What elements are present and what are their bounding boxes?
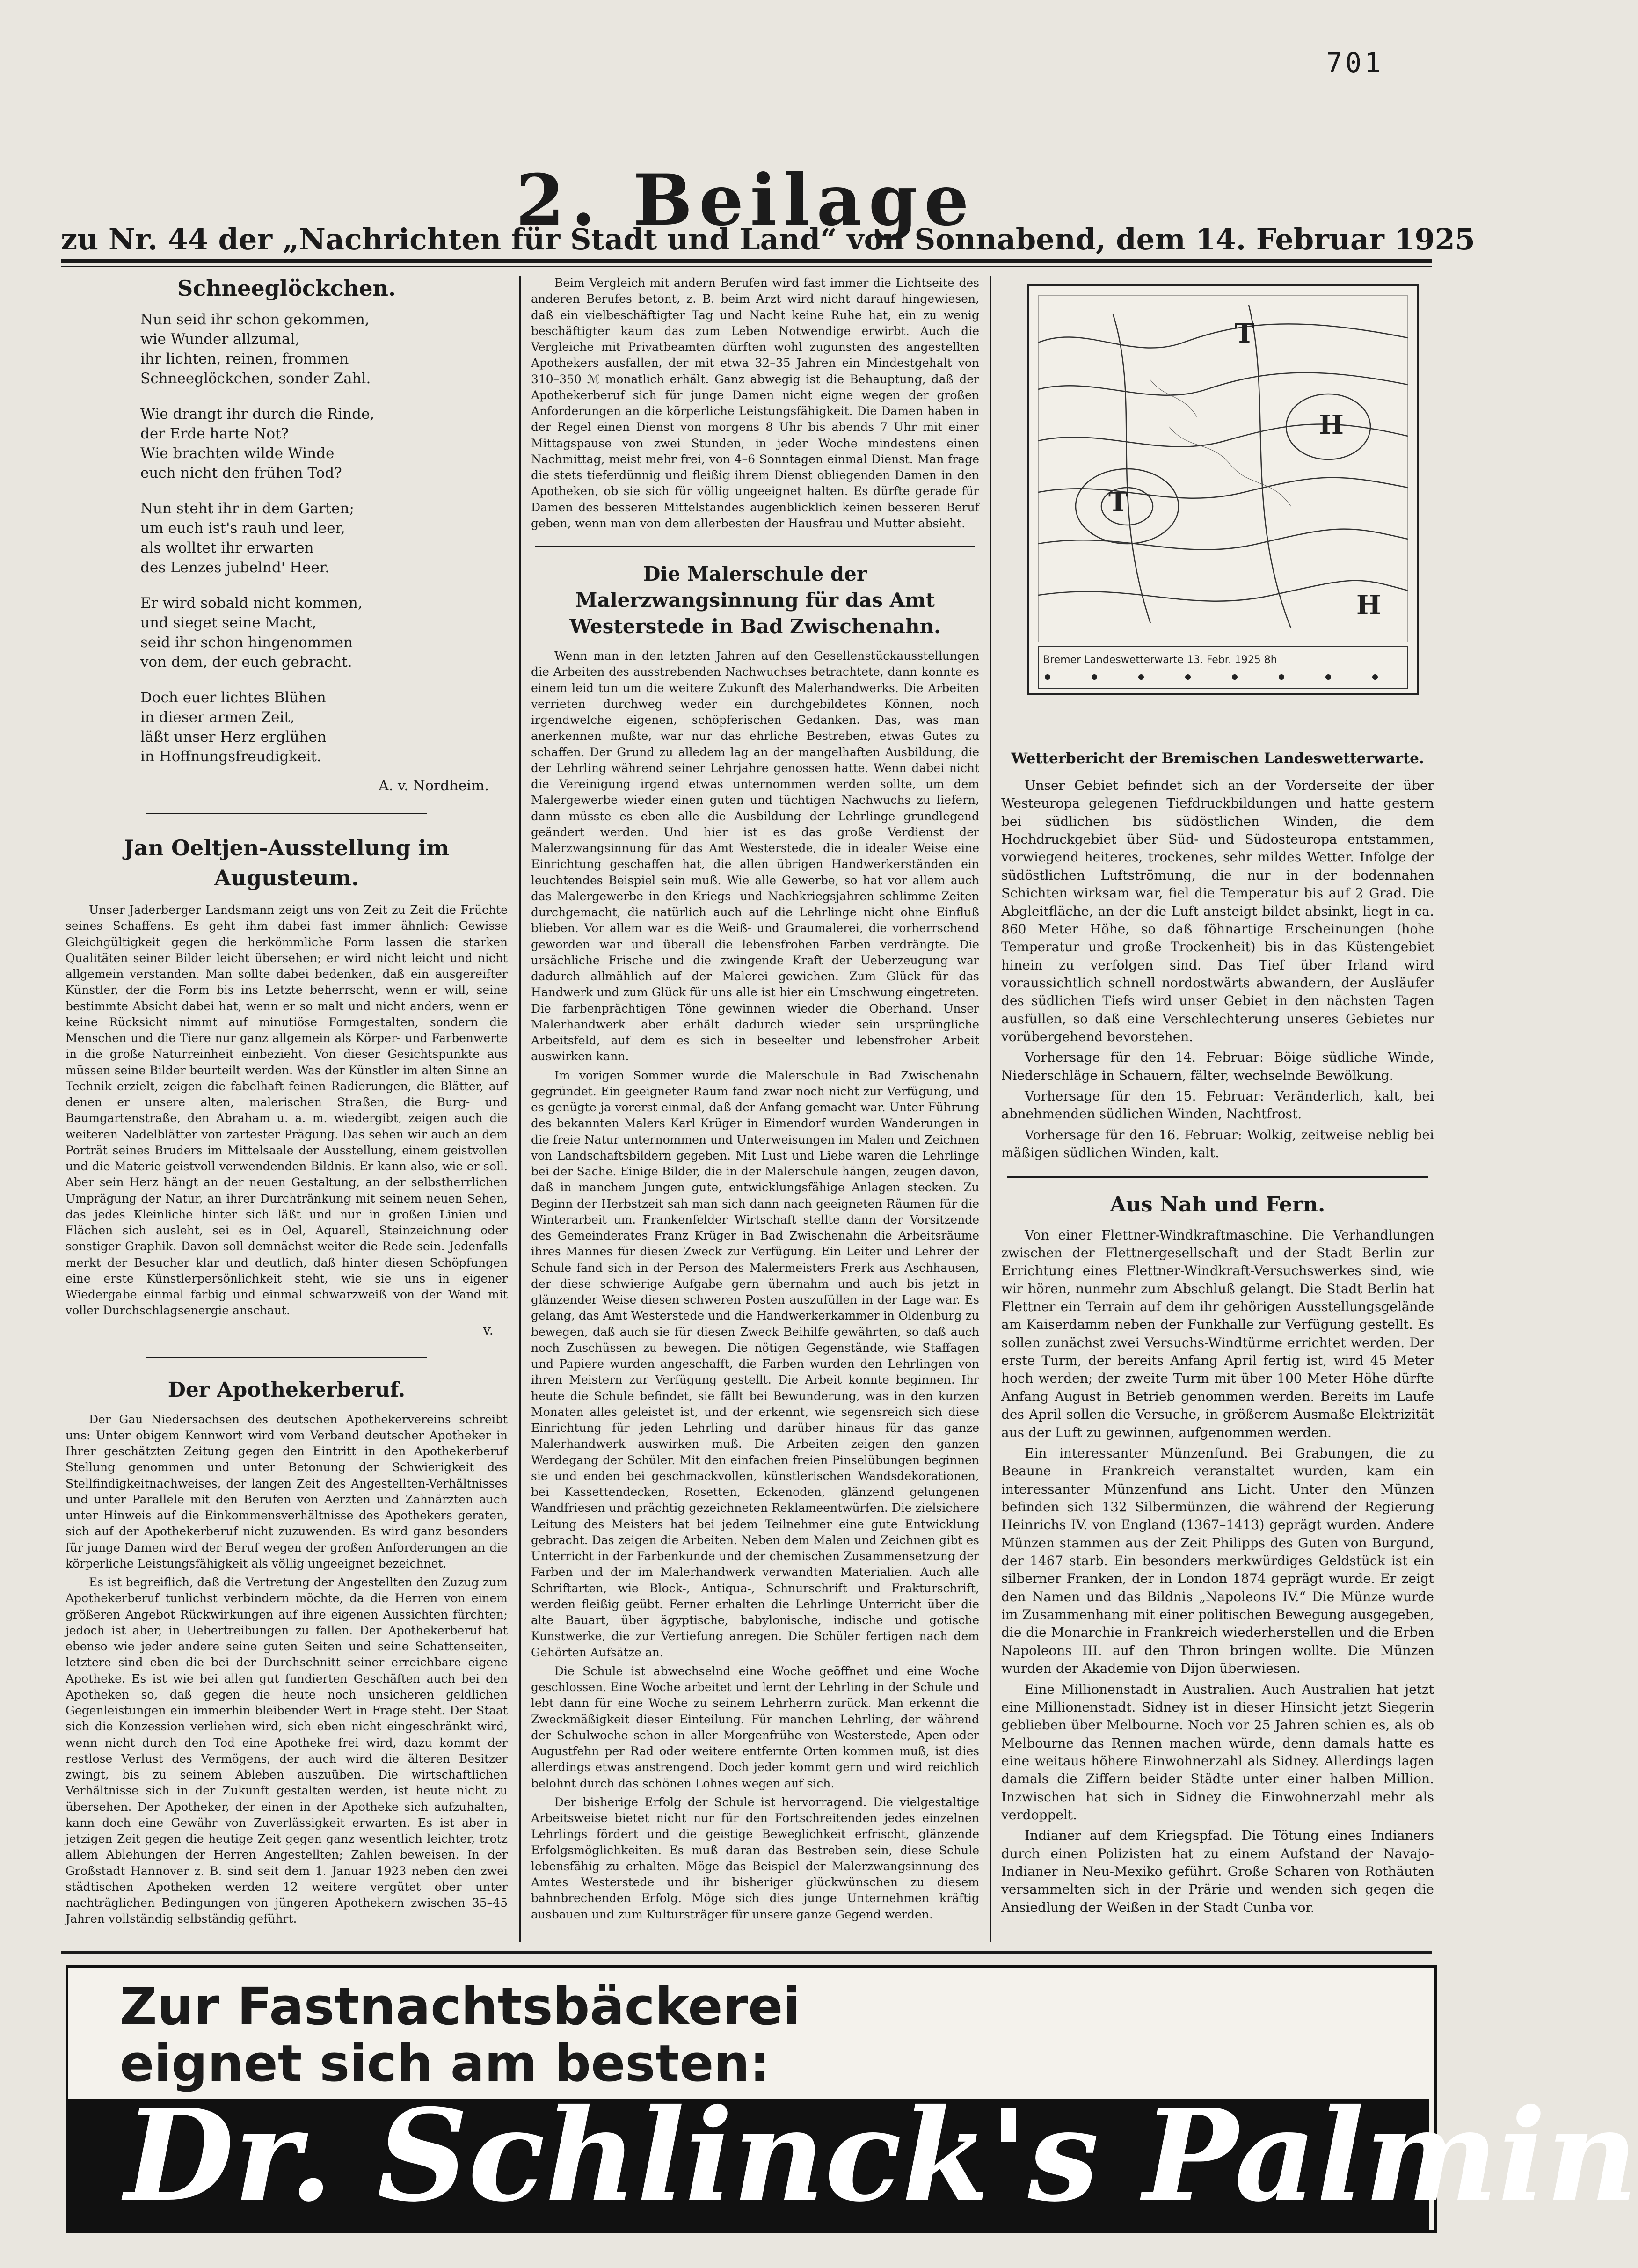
isobar	[1038, 424, 1408, 447]
article-body-malerschule	[531, 648, 979, 1923]
paragraph: Unser Gebiet befindet sich an der Vorderseite der über Westeuropa gelegenen Tiefdruckbildungen und hatte gestern bei südlichen bis südöstlichen Winden, die dem Hochdruckgebiet über Süd- und Südosteuropa entstammen, vorwiegend heiteres, trockenes, sehr mildes Wetter. Infolge der südöstlichen Luftströmung, die nur in der bodennahen Schichten wirksam war, fiel die Temperatur bis auf 2 Grad. Die Abgleitfläche, an der die Luft ansteigt bildet absinkt, liegt in ca. 860 Meter Höhe, so daß föhnartige Erscheinungen (hohe Temperatur und große Trockenheit) bis in das Küstengebiet hinein zu verfolgen sind. Das Tief über Irland wird voraussichtlich schnell nordostwärts abwandern, der Ausläufer des südlichen Tiefs wird unser Gebiet in den nächsten Tagen ausfüllen, so daß eine Verschlechterung unseres Gebietes nur vorübergehend bevorstehen.	[1001, 778, 1434, 1045]
article-title-apotheker: Der Apothekerberuf.	[167, 1378, 406, 1402]
map-legend-box	[1038, 647, 1408, 689]
poem-line: Wie brachten wilde Winde	[140, 445, 335, 462]
poem-line: seid ihr schon hingenommen	[140, 634, 353, 651]
map-high-marker: H	[1319, 409, 1344, 440]
poem-line: um euch ist's rauh und leer,	[140, 520, 345, 537]
poem-line: von dem, der euch gebracht.	[140, 654, 352, 671]
coastline	[1169, 427, 1291, 506]
isobar	[1038, 581, 1408, 601]
paragraph: Wenn man in den letzten Jahren auf den Gesellenstückausstellungen die Arbeiten des ausstrebenden Nachwuchses betrachtete, dann konnte es einem leid tun um die weitere Zukunft des Malerhandwerks. Die Arbeiten verrieten durchweg weder ein durchgebildetes Können, noch irgendwelche eigenen, schöpferischen Gedanken. Das, was man anerkennen mußte, war nur das ehrliche Bestreben, etwas Gutes zu schaffen. Der Grund zu alledem lag an der mangelhaften Ausbildung, die der Lehrling während seiner Lehrjahre genossen hatte. Wenn dabei nicht die Vereinigung irgend etwas unternommen werden sollte, um dem Malergewerbe wieder einen guten und tüchtigen Nachwuchs zu liefern, dann müsste es eben alle die Ausbildung der Lehrlinge grundlegend geändert werden. Und hier ist es das große Verdienst der Malerzwangsinnung für das Amt Westerstede, die in idealer Weise eine Einrichtung geschaffen hat, die allen übrigen Handwerkerständen ein leuchtendes Beispiel sein muß. Wie alle Gewerbe, so hat vor allem auch das Malergewerbe in den Kriegs- und Nachkriegsjahren schlimme Zeiten durchgemacht, die natürlich auch auf die Lehrlinge nicht ohne Einfluß blieben. Vor allem war es die Weiß- und Graumalerei, die vorherrschend geworden war und überall die lebensfrohen Farben verdrängte. Die ursächliche Frische und die zwingende Kraft der Ueberzeugung war dadurch allmählich auf der Malerei gewichen. Zum Glück für das Handwerk und zum Glück für uns alle ist hier ein Umschwung eingetreten. Die farbenprächtigen Töne gewinnen wieder die Oberhand. Unser Malerhandwerk aber erhält dadurch wieder sein ursprüngliche Arbeitsfeld, auf dem es sich in beseelter und lebensfroher Arbeit auswirken kann.	[531, 649, 979, 1064]
map-legend-title: Bremer Landeswetterwarte 13. Febr. 1925 8h	[1043, 654, 1277, 666]
poem-line: läßt unser Herz erglühen	[140, 729, 327, 745]
legend-symbol	[1138, 674, 1144, 680]
paragraph: Vorhersage für den 15. Februar: Veränderlich, kalt, bei abnehmenden südlichen Winden, Nachtfrost.	[1001, 1088, 1434, 1122]
paragraph: Vorhersage für den 14. Februar: Böige südliche Winde, Niederschläge in Schauern, fälter, wechselnde Bewölkung.	[1001, 1050, 1434, 1083]
paragraph: Die Schule ist abwechselnd eine Woche geöffnet und eine Woche geschlossen. Eine Woche arbeitet und lernt der Lehrling in der Schule und lebt dann für eine Woche zu seinem Lehrherrn zurück. Man erkennt die Zweckmäßigkeit dieser Einteilung. Für manchen Lehrling, der während der Schulwoche schon in aller Morgenfrühe von Westerstede, Apen oder Augustfehn per Rad oder weitere entfernte Orten kommen muß, ist dies allerdings etwas anstrengend. Doch jeder kommt gern und wird reichlich belohnt durch das schönen Lohnes wegen auf sich.	[531, 1664, 979, 1790]
coastline	[1150, 380, 1197, 417]
poem-line: ihr lichten, reinen, frommen	[140, 350, 349, 367]
column-1	[66, 275, 508, 1946]
legend-symbol	[1325, 674, 1331, 680]
article-title-malerschule: Die Malerschule der Malerzwangsinnung für das Amt Westerstede in Bad Zwischenahn.	[569, 562, 941, 638]
map-high-marker: H	[1356, 590, 1381, 620]
paragraph: Der bisherige Erfolg der Schule ist hervorragend. Die vielgestaltige Arbeitsweise bietet nicht nur für den Fortschreitenden jedes einzelnen Lehrlings fördert und die geistige Beweglichkeit erfrischt, glänzende Erfolgsmöglichkeiten. Es muß daran das Bestreben sein, diese Schule lebensfähig zu erhalten. Möge das Beispiel der Malerzwangsinnung des Amtes Westerstede und ihr bisheriger glückwünschen zu diesem bahnbrechenden Erfolg. Möge sich dies junge Unternehmen kräftig ausbauen und zum Kultursträger für unsere ganze Gegend werden.	[531, 1795, 979, 1921]
column-3	[1001, 749, 1434, 1947]
column-2	[531, 275, 979, 1946]
poem-author: A. v. Nordheim.	[379, 778, 489, 794]
poem-line: Nun steht ihr in dem Garten;	[140, 500, 354, 517]
header-rule-thick	[61, 259, 1432, 263]
poem-line: des Lenzes jubelnd' Heer.	[140, 559, 330, 576]
supplement-title: 2. Beilage	[516, 159, 976, 241]
isobar	[1038, 478, 1408, 498]
paragraph: Eine Millionenstadt in Australien. Auch Australien hat jetzt eine Millionenstadt. Sidney ist in dieser Hinsicht jetzt Siegerin geblieben über Melbourne. Noch vor 25 Jahren schien es, als ob Melbourne das Rennen machen würde, denn damals hatte es eine weitaus höhere Einwohnerzahl als Sidney. Allerdings lagen damals die Ziffern beider Städte unter einer halben Million. Inzwischen hat sich in Sidney die Einwohnerzahl mehr als verdoppelt.	[1001, 1681, 1434, 1823]
paragraph: Der Gau Niedersachsen des deutschen Apothekervereins schreibt uns: Unter obigem Kennwort wird vom Verband deutscher Apotheker in Ihrer geschätzten Zeitung gegen den Eintritt in den Apothekerberuf Stellung genommen und unter Betonung der Schwierigkeit des Stellfindigkeitnachweises, der langen Zeit des Angestellten-Verhältnisses und unter Parallele mit den Berufen von Aerzten und Zahnärzten auch unter Hinweis auf die Einkommensverhältnisse des Apothekers geraten, sich auf der Apothekerberuf nicht zuzuwenden. Es wird ganz besonders für junge Damen wird der Beruf wegen der großen Anforderungen an die körperliche Leistungsfähigkeit als völlig ungeeignet bezeichnet.	[66, 1412, 508, 1570]
article-signature: v.	[483, 1321, 494, 1338]
poem-line: Schneeglöckchen, sonder Zahl.	[140, 370, 371, 387]
poem-stanza	[140, 310, 508, 388]
ad-subheadline: eignet sich am besten:	[120, 2035, 770, 2093]
poem-line: wie Wunder allzumal,	[140, 331, 300, 348]
isobar	[1249, 305, 1291, 628]
paragraph: Beim Vergleich mit andern Berufen wird fast immer die Lichtseite des anderen Berufes betont, z. B. beim Arzt wird nicht darauf hingewiesen, daß ein vielbeschäftigter Tag und Nacht keine Ruhe hat, ein zu wenig beschäftigter kaum das zum Leben Notwendige erwirbt. Auch die Vergleiche mit Privatbeamten dürften wohl zugunsten des angestellten Apothekers ausfallen, der mit etwa 32–35 Jahren ein Mindestgehalt von 310–350 ℳ monatlich erhält. Ganz abwegig ist die Behauptung, daß der Apothekerberuf sich für junge Damen nicht eigne wegen der großen Anforderungen an die körperliche Leistungsfähigkeit. Die Damen haben in der Regel einen Dienst von morgens 8 Uhr bis abends 7 Uhr mit einer Mittagspause von zwei Stunden, in jeder Woche mindestens einen Nachmittag, meist mehr frei, von 4–6 Sonntagen einmal Dienst. Man frage die stets tieferdünnig und fleißig ihrem Dienst obliegenden Damen in den Apotheken, ob sie sich für völlig ungeeignet halten. Es dürfte gerade für Damen des besseren Mittelstandes augenblicklich keinen besseren Beruf geben, wenn man von dem allerbesten der Hausfrau und Mutter absieht.	[531, 276, 979, 530]
poem-line: Wie drangt ihr durch die Rinde,	[140, 406, 375, 423]
section-rule	[146, 813, 427, 814]
paragraph: Unser Jaderberger Landsmann zeigt uns von Zeit zu Zeit die Früchte seines Schaffens. Es geht ihm dabei fast immer ähnlich: Gewisse Gleichgültigkeit gegen die herkömmliche Form lassen die starken Qualitäten seiner Bilder leicht übersehen; er wird nicht leicht und nicht allgemein verstanden. Man sollte dabei bedenken, daß ein ausgereifter Künstler, der die Form bis ins Letzte beherrscht, wenn er will, seine bestimmte Absicht dabei hat, wenn er so malt und nicht anders, wenn er keine Rücksicht nimmt auf minutiöse Formgestalten, sondern die Menschen und die Tiere nur ganz allgemein als Körper- und Farbenwerte in die große Naturreinheit einbezieht. Von dieser Gesichtspunkte aus müssen seine Bilder beurteilt werden. Was der Künstler im alten Sinne an Technik erzielt, zeigen die fabelhaft feinen Radierungen, die Blätter, auf denen er unsere alten, malerischen Straßen, die Burg- und Baumgartenstraße, den Abraham u. a. m. wiedergibt, zeigen auch die weiteren Nadelblätter von zartester Prägung. Das sehen wir auch an dem Porträt seines Bruders im Mittelsaale der Ausstellung, einem geistvollen und die Materie geistvoll verwendenden Bildnis. Er kann also, wie er soll. Aber sein Herz hängt an der neuen Gestaltung, an der selbstherrlichen Umprägung der Natur, an ihrer Durchtränkung mit seinem neuen Sehen, das jedes Kleinliche hinter sich läßt und nur in großen Linien und Flächen sich ausleht, sei es in Oel, Aquarell, Steinzeichnung oder sonstiger Graphik. Davon soll demnächst weiter die Rede sein. Jedenfalls merkt der Besucher klar und deutlich, daß hinter diesen Schöpfungen eine erste Künstlerpersönlichkeit steht, wie sie uns in eigener Wiedergabe einmal farbig und einmal schwarzweiß von der Wand mit voller Durchschlagsenergie anschaut.	[66, 903, 508, 1318]
poem-line: als wolltet ihr erwarten	[140, 540, 314, 556]
paragraph: Im vorigen Sommer wurde die Malerschule in Bad Zwischenahn gegründet. Ein geeigneter Raum fand zwar noch nicht zur Verfügung, und es genügte ja vorerst einmal, daß der Anfang gemacht war. Unter Führung des bekannten Malers Karl Krüger in Eimendorf wurden Wanderungen in die freie Natur unternommen und Unterweisungen im Malen und Zeichnen von Landschaftsbildern gegeben. Mit Lust und Liebe waren die Lehrlinge bei der Sache. Einige Bilder, die in der Malerschule hängen, zeugen davon, daß in manchem Jungen gute, entwicklungsfähige Anlagen stecken. Zu Beginn der Herbstzeit sah man sich dann nach geeigneten Räumen für die Winterarbeit um. Frankenfelder Wirtschaft stellte dann der Vorsitzende des Gemeinderates Franz Krüger in Bad Zwischenahn die Arbeitsräume ihres Mannes für diesen Zweck zur Verfügung. Ein Leiter und Lehrer der Schule fand sich in der Person des Malermeisters Frerk aus Aschhausen, der diese schwierige Aufgabe gern übernahm und auch bis jetzt in glänzender Weise diesen schweren Posten auszufüllen in der Lage war. Es gelang, das Amt Westerstede und die Handwerkerkammer in Oldenburg zu bewegen, daß auch sie für diesen Zweck Beihilfe gewährten, so daß auch noch Zuschüssen zu bewegen. Die nötigen Gegenstände, wie Staffagen und Papiere wurden angeschafft, die Farben wurden den Lehrlingen von ihren Meistern zur Verfügung gestellt. Die Arbeit konnte beginnen. Ihr heute die Schule befindet, sie fällt bei Bewunderung, was in den kurzen Monaten alles geleistet ist, und der erkennt, wie segensreich sich diese Einrichtung für jeden Lehrling und darüber hinaus für das ganze Malerhandwerk auswirken muß. Die Arbeiten zeigen den ganzen Werdegang der Schüler. Mit den einfachen freien Pinselübungen beginnen sie und enden bei geschmackvollen, künstlerischen Wandsdekorationen, bei Kassettendecken, Rosetten, Eckenoden, glänzend gelungenen Wandfriesen und prächtig gezeichneten Reklameentwürfen. Die zielsichere Leitung des Meisters hat bei jedem Teilnehmer eine gute Entwicklung gebracht. Das zeigen die Arbeiten. Neben dem Malen und Zeichnen gibt es Unterricht in der Farbenkunde und der chemischen Zusammensetzung der Farben und der im Malerhandwerk verwandten Materialien. Auch alle Schriftarten, wie Block-, Antiqua-, Schnurschrift und Frakturschrift, werden fleißig geübt. Ferner erhalten die Lehrlinge Unterricht über die alte Bauart, über ägyptische, babylonische, indische und gotische Kunstwerke, die zur Vertiefung anregen. Die Schüler fertigen nach dem Gehörten Aufsätze an.	[531, 1068, 979, 1659]
legend-symbol	[1232, 674, 1238, 680]
poem-stanzas	[66, 310, 508, 766]
poem	[66, 275, 508, 794]
palmin-advertisement	[66, 1965, 1638, 2233]
section-rule	[1007, 1176, 1428, 1178]
isobar	[1038, 529, 1408, 550]
column-divider	[519, 276, 521, 1942]
article-body-nah-fern	[1001, 1226, 1434, 1917]
ad-top-rule	[61, 1951, 1432, 1954]
poem-line: in dieser armen Zeit,	[140, 709, 295, 726]
poem-line: Nun seid ihr schon gekommen,	[140, 311, 370, 328]
article-body-oeltjen	[66, 902, 508, 1319]
weather-caption: Wetterbericht der Bremischen Landeswetterwarte.	[1011, 750, 1424, 767]
poem-line: und sieget seine Macht,	[140, 614, 317, 631]
issue-subtitle: zu Nr. 44 der „Nachrichten für Stadt und Land“ von Sonnabend, dem 14. Februar 1925	[61, 222, 1475, 256]
paragraph: Indianer auf dem Kriegspfad. Die Tötung eines Indianers durch einen Polizisten hat zu einem Aufstand der Navajo-Indianer in Neu-Mexiko geführt. Große Scharen von Rothäuten versammelten sich in der Prärie und wenden sich gegen die Ansiedlung der Weißen in der Stadt Cunba vor.	[1001, 1828, 1434, 1915]
legend-symbol	[1092, 674, 1097, 680]
poem-line: in Hoffnungsfreudigkeit.	[140, 748, 321, 765]
poem-stanza	[140, 688, 508, 766]
poem-stanza	[140, 593, 508, 672]
poem-title: Schneeglöckchen.	[177, 276, 396, 301]
poem-line: der Erde harte Not?	[140, 425, 289, 442]
paragraph: Vorhersage für den 16. Februar: Wolkig, zeitweise neblig bei mäßigen südlichen Winden, kalt.	[1001, 1127, 1434, 1161]
article-title-nah-fern: Aus Nah und Fern.	[1110, 1192, 1325, 1217]
page-number: 701	[1326, 47, 1383, 79]
article-body-apotheker	[66, 1412, 508, 1927]
poem-line: Doch euer lichtes Blühen	[140, 689, 326, 706]
weather-report	[1001, 777, 1434, 1162]
paragraph: Von einer Flettner-Windkraftmaschine. Die Verhandlungen zwischen der Flettnergesellschaft und der Stadt Berlin zur Errichtung eines Flettner-Windkraft-Versuchswerkes sind, wie wir hören, nunmehr zum Abschluß gelangt. Die Stadt Berlin hat Flettner ein Terrain auf dem ihr gehörigen Ausstellungsgelände am Kaiserdamm neben der Funkhalle zur Verfügung gestellt. Es sollen zunächst zwei Versuchs-Windtürme errichtet werden. Der erste Turm, der bereits Anfang April fertig ist, wird 45 Meter hoch werden; der zweite Turm mit über 100 Meter Höhe dürfte Anfang August in Betrieb genommen werden. Bereits im Laufe des April sollen die Versuche, in größerem Ausmaße Elektrizität aus der Luft zu gewinnen, aufgenommen werden.	[1001, 1227, 1434, 1440]
column-divider	[990, 276, 991, 1942]
poem-line: euch nicht den frühen Tod?	[140, 465, 342, 481]
map-low-marker: T	[1108, 487, 1128, 518]
article-title-oeltjen: Jan Oeltjen-Ausstellung im Augusteum.	[124, 835, 450, 890]
legend-symbol	[1372, 674, 1378, 680]
header-rule-thin	[61, 266, 1432, 267]
legend-symbol	[1279, 674, 1284, 680]
section-rule	[146, 1357, 427, 1358]
isobar	[1038, 373, 1408, 395]
poem-line: Er wird sobald nicht kommen,	[140, 595, 363, 612]
map-frame	[1038, 296, 1408, 642]
isobar	[1038, 324, 1408, 348]
weather-map-drawing	[1029, 286, 1417, 693]
weather-map	[1027, 284, 1419, 695]
paragraph: Es ist begreiflich, daß die Vertretung der Angestellten den Zuzug zum Apothekerberuf tunlichst verbindern möchte, da die Herren von einem größeren Angebot Rückwirkungen auf ihre eigenen Aussichten fürchten; jedoch ist aber, in Uebertreibungen zu fallen. Der Apothekerberuf hat ebenso wie jeder andere seine guten Seiten und seine Schattenseiten, letztere sind eben die bei der Durchschnitt seiner erreichbare eigene Apotheke. Es ist wie bei allen gut fundierten Geschäften auch bei den Apotheken so, daß gegen die heute noch unsicheren geldlichen Gegenleistungen ein immerhin bleibender Wert in Frage steht. Der Staat sich die Konzession verliehen wird, sich eben nicht eingeschränkt wird, wenn nicht durch den Tod eine Apotheke frei wird, dazu kommt der restlose Verlust des Vermögens, der auch wird die älteren Besitzer zwingt, bis zu seinem Ableben auszuüben. Die wirtschaftlichen Verhältnisse sich in der Zukunft gestalten werden, ist heute nicht zu übersehen. Der Apotheker, der einen in der Apotheke sich aufzuhalten, kann doch eine Gewähr von Zuverlässigkeit erwarten. Es ist aber in jetzigen Zeit gegen die heutige Zeit gegen ganz wesentlich leichter, trotz allem Ablehungen der Herren Angestellten; Zahlen beweisen. In der Großstadt Hannover z. B. sind seit dem 1. Januar 1923 neben den zwei städtischen Apotheken werden 12 weitere vergütet ober unter nachträglichen Bedingungen von jüngeren Apothekern zwischen 35–45 Jahren vollständig selbständig geführt.	[66, 1575, 508, 1926]
article-body-apotheker-continued	[531, 275, 979, 532]
poem-stanza	[140, 499, 508, 577]
section-rule	[535, 546, 975, 547]
ad-brand-name: Dr. Schlinck's Palmin	[124, 2081, 1638, 2230]
ad-headline: Zur Fastnachtsbäckerei	[120, 1976, 801, 2036]
legend-symbol	[1185, 674, 1191, 680]
map-low-marker: T	[1235, 318, 1254, 349]
paragraph: Ein interessanter Münzenfund. Bei Grabungen, die zu Beaune in Frankreich veranstaltet wurden, kam ein interessanter Münzenfund ans Licht. Unter den Münzen befinden sich 132 Silbermünzen, die während der Regierung Heinrichs IV. von England (1367–1413) geprägt wurden. Andere Münzen stammen aus der Zeit Philipps des Guten von Burgund, der 1467 starb. Ein besonders merkwürdiges Geldstück ist ein silberner Franken, der in London 1874 geprägt wurde. Er zeigt den Namen und das Bildnis „Napoleons IV.“ Die Münze wurde im Zusammenhang mit einer politischen Bewegung ausgegeben, die die Monarchie in Frankreich wiederherstellen und die Erben Napoleons III. auf den Thron bringen wollte. Die Münzen wurden der Akademie von Dijon überwiesen.	[1001, 1445, 1434, 1677]
poem-stanza	[140, 404, 508, 483]
legend-symbol	[1045, 674, 1050, 680]
